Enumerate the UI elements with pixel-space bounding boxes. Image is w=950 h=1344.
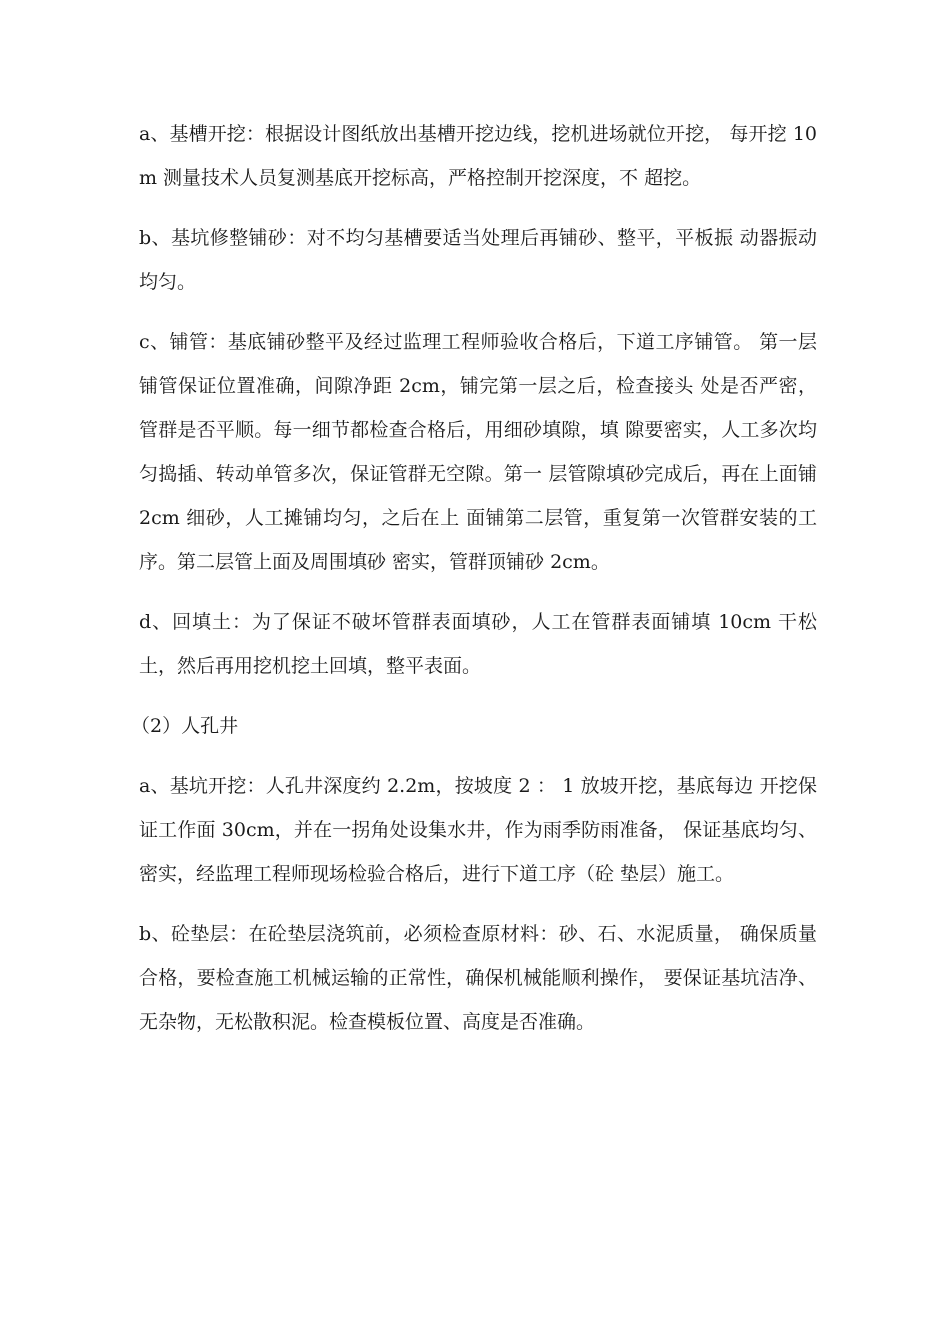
paragraph-manhole-excavation: a、基坑开挖：人孔井深度约 2.2m，按坡度 2 ： 1 放坡开挖，基底每边 开挖保证工作面 30cm，并在一拐角处设集水井，作为雨季防雨准备， 保证基底均匀、密实，经监理工程师现场检验合格后，进行下道工序（砼 垫层）施工。 <box>139 775 817 885</box>
paragraph-pipe-laying: c、铺管：基底铺砂整平及经过监理工程师验收合格后，下道工序铺管。 第一层铺管保证位置准确，间隙净距 2cm，铺完第一层之后，检查接头 处是否严密，管群是否平顺。每一细节都检查合格后，用细砂填隙，填 隙要密实，人工多次均匀捣插、转动单管多次，保证管群无空隙。第一 层管隙填砂完成后，再在上面铺 2cm 细砂，人工摊铺均匀，之后在上 面铺第二层管，重复第一次管群安装的工序。第二层管上面及周围填砂 密实，管群顶铺砂 2cm。 <box>139 331 817 573</box>
paragraph-backfill: d、回填土：为了保证不破坏管群表面填砂，人工在管群表面铺填 10cm 干松土，然后再用挖机挖土回填，整平表面。 <box>139 611 817 677</box>
section-heading-manhole: （2）人孔井 <box>131 715 239 737</box>
paragraph-concrete-cushion: b、砼垫层：在砼垫层浇筑前，必须检查原材料：砂、石、水泥质量， 确保质量合格，要检查施工机械运输的正常性，确保机械能顺利操作， 要保证基坑洁净、无杂物，无松散积泥。检查模板位置、高度是否准确。 <box>139 923 817 1033</box>
paragraph-trench-excavation: a、基槽开挖：根据设计图纸放出基槽开挖边线，挖机进场就位开挖， 每开挖 10m 测量技术人员复测基底开挖标高，严格控制开挖深度，不 超挖。 <box>139 123 817 189</box>
document-body <box>131 112 817 1060</box>
paragraph-pit-sand-leveling: b、基坑修整铺砂：对不均匀基槽要适当处理后再铺砂、整平，平板振 动器振动均匀。 <box>139 227 817 293</box>
